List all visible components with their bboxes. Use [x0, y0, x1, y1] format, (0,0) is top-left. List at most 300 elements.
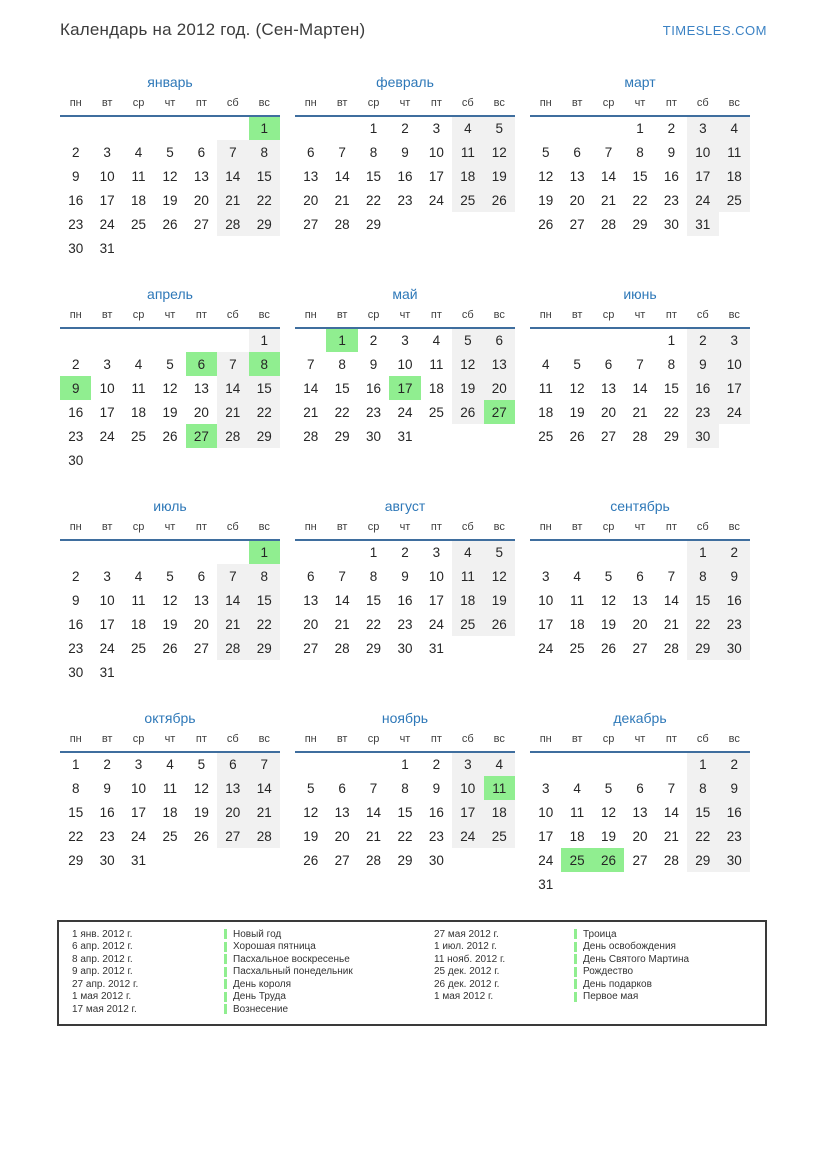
weekday-header: пт: [186, 733, 217, 752]
day-cell: 23: [687, 400, 718, 424]
legend-holiday-name: [224, 941, 316, 952]
day-cell: 13: [484, 352, 515, 376]
day-cell: 18: [719, 164, 750, 188]
day-cell: 14: [632, 380, 648, 396]
day-cell: 23: [397, 192, 413, 208]
weekday-header: вт: [91, 733, 122, 752]
empty-cell: [484, 848, 515, 872]
day-cell: 24: [452, 824, 483, 848]
day-cell: 24: [719, 400, 750, 424]
empty-cell: [452, 636, 483, 660]
month-table: [530, 521, 750, 660]
day-cell: 31: [428, 640, 444, 656]
legend-date: 27 мая 2012 г.: [434, 928, 499, 940]
day-cell: 13: [569, 168, 585, 184]
day-cell: 19: [303, 828, 319, 844]
weekday-header: сб: [452, 521, 483, 540]
day-cell: 15: [249, 588, 280, 612]
day-cell: 18: [538, 404, 554, 420]
day-cell: 18: [569, 616, 585, 632]
day-cell: 20: [303, 192, 319, 208]
legend-item: [434, 928, 765, 941]
day-cell: 14: [303, 380, 319, 396]
empty-cell: [421, 212, 452, 236]
weekday-header: ср: [123, 521, 154, 540]
day-cell: 26: [162, 216, 178, 232]
day-cell: 23: [719, 824, 750, 848]
empty-cell: [687, 872, 718, 896]
day-cell: 30: [428, 852, 444, 868]
empty-cell: [249, 848, 280, 872]
empty-cell: [624, 752, 655, 776]
day-cell: 10: [99, 168, 115, 184]
legend-holiday-label: Пасхальное воскресенье: [233, 953, 350, 965]
day-cell: 3: [103, 568, 111, 584]
legend-holiday-name: [574, 954, 689, 965]
day-cell: 8: [667, 356, 676, 372]
day-cell: 8: [636, 144, 644, 160]
weekday-header: пн: [295, 97, 326, 116]
day-cell: 7: [306, 356, 315, 372]
day-cell: 30: [68, 664, 84, 680]
day-cell: 19: [193, 804, 209, 820]
empty-cell: [186, 116, 217, 140]
day-cell: 29: [249, 636, 280, 660]
day-cell: 5: [452, 328, 483, 352]
weekday-header: вт: [561, 521, 592, 540]
month-block-october: [60, 708, 280, 920]
legend-holiday-label: День освобождения: [583, 941, 676, 953]
day-cell: 10: [131, 780, 147, 796]
day-cell: 8: [369, 568, 378, 584]
weekday-header: ср: [593, 309, 624, 328]
empty-cell: [186, 328, 217, 352]
day-cell: 2: [719, 540, 750, 564]
legend-holiday-name: [224, 979, 291, 990]
empty-cell: [326, 540, 357, 564]
day-cell: 4: [719, 116, 750, 140]
day-cell: 13: [193, 592, 209, 608]
day-cell: 24: [397, 404, 413, 420]
site-link[interactable]: TIMESLES.COM: [662, 23, 767, 38]
weekday-header: вс: [484, 733, 515, 752]
day-cell: 5: [166, 356, 174, 372]
day-cell: 14: [334, 592, 350, 608]
empty-cell: [624, 328, 655, 352]
day-cell: 3: [401, 333, 409, 348]
day-cell: 9: [401, 144, 409, 160]
month-block-june: [530, 284, 750, 496]
legend-item: [72, 928, 434, 941]
empty-cell: [593, 116, 624, 140]
empty-cell: [91, 116, 122, 140]
day-cell: 2: [719, 752, 750, 776]
day-cell: 28: [366, 852, 382, 868]
weekday-header: чт: [154, 97, 185, 116]
month-table: [295, 733, 515, 872]
legend-date: 1 янв. 2012 г.: [72, 928, 133, 940]
day-cell: 16: [68, 616, 84, 632]
day-cell: 25: [561, 848, 592, 872]
day-cell: 31: [397, 428, 413, 444]
legend-item: [72, 991, 434, 1004]
month-block-december: [530, 708, 750, 920]
day-cell: 24: [687, 188, 718, 212]
weekday-header: вс: [719, 521, 750, 540]
legend-item: [434, 953, 765, 966]
weekday-header: вс: [249, 521, 280, 540]
day-cell: 27: [193, 640, 209, 656]
day-cell: 10: [99, 592, 115, 608]
day-cell: 21: [663, 828, 679, 844]
day-cell: 10: [538, 592, 554, 608]
day-cell: 28: [334, 640, 350, 656]
legend-date: 8 апр. 2012 г.: [72, 953, 133, 965]
day-cell: 13: [217, 776, 248, 800]
weekday-header: ср: [123, 97, 154, 116]
day-cell: 22: [366, 192, 382, 208]
page-title: Календарь на 2012 год. (Сен-Мартен): [60, 20, 366, 39]
day-cell: 29: [249, 212, 280, 236]
day-cell: 3: [134, 757, 143, 772]
empty-cell: [561, 752, 592, 776]
legend-holiday-label: Новый год: [233, 928, 282, 940]
month-title: апрель: [147, 286, 193, 302]
weekday-header: пт: [656, 521, 687, 540]
day-cell: 22: [249, 188, 280, 212]
day-cell: 4: [452, 116, 483, 140]
day-cell: 10: [538, 804, 554, 820]
weekday-header: вс: [249, 733, 280, 752]
day-cell: 2: [667, 121, 676, 136]
day-cell: 25: [131, 428, 147, 444]
weekday-header: ср: [358, 733, 389, 752]
weekday-header: ср: [123, 309, 154, 328]
day-cell: 2: [401, 121, 409, 136]
day-cell: 29: [366, 216, 382, 232]
day-cell: 1: [249, 540, 280, 564]
weekday-header: чт: [154, 733, 185, 752]
weekday-header: вт: [91, 521, 122, 540]
day-cell: 31: [99, 240, 115, 256]
day-cell: 7: [369, 780, 378, 796]
weekday-header: чт: [624, 521, 655, 540]
day-cell: 6: [636, 780, 644, 796]
day-cell: 19: [601, 616, 617, 632]
month-block-january: [60, 72, 280, 284]
empty-cell: [624, 540, 655, 564]
day-cell: 3: [432, 545, 441, 560]
day-cell: 17: [719, 376, 750, 400]
day-cell: 24: [99, 640, 115, 656]
day-cell: 5: [166, 568, 174, 584]
legend-column-left: [72, 928, 434, 1016]
day-cell: 28: [217, 636, 248, 660]
legend-holiday-name: [574, 991, 638, 1002]
weekday-header: вс: [249, 97, 280, 116]
weekday-header: вт: [326, 97, 357, 116]
weekday-header: вт: [561, 97, 592, 116]
day-cell: 15: [687, 800, 718, 824]
day-cell: 7: [217, 564, 248, 588]
day-cell: 5: [604, 568, 613, 584]
month-block-may: [295, 284, 515, 496]
day-cell: 24: [99, 216, 115, 232]
weekday-header: вт: [326, 309, 357, 328]
empty-cell: [123, 660, 154, 684]
weekday-header: чт: [389, 97, 420, 116]
day-cell: 18: [484, 800, 515, 824]
legend-item: [72, 941, 434, 954]
weekday-header: сб: [687, 309, 718, 328]
empty-cell: [154, 236, 185, 260]
empty-cell: [530, 752, 561, 776]
month-block-september: [530, 496, 750, 708]
day-cell: 29: [68, 852, 84, 868]
holiday-marker-icon: [224, 992, 227, 1002]
day-cell: 5: [166, 144, 174, 160]
day-cell: 9: [432, 780, 441, 796]
day-cell: 21: [601, 192, 617, 208]
day-cell: 14: [366, 804, 382, 820]
day-cell: 13: [632, 804, 648, 820]
month-table: [60, 97, 280, 260]
day-cell: 28: [249, 824, 280, 848]
day-cell: 31: [538, 876, 554, 892]
day-cell: 1: [71, 757, 80, 772]
day-cell: 2: [432, 757, 441, 772]
day-cell: 13: [601, 380, 617, 396]
day-cell: 25: [452, 612, 483, 636]
weekday-header: чт: [624, 97, 655, 116]
day-cell: 12: [484, 564, 515, 588]
day-cell: 18: [131, 616, 147, 632]
weekday-header: вс: [484, 521, 515, 540]
weekday-header: вт: [91, 309, 122, 328]
weekday-header: сб: [217, 733, 248, 752]
day-cell: 30: [687, 424, 718, 448]
weekday-header: вс: [719, 733, 750, 752]
day-cell: 19: [452, 376, 483, 400]
legend-date: 9 апр. 2012 г.: [72, 966, 133, 978]
day-cell: 29: [663, 428, 679, 444]
day-cell: 27: [632, 640, 648, 656]
day-cell: 26: [303, 852, 319, 868]
weekday-header: ср: [123, 733, 154, 752]
day-cell: 6: [484, 328, 515, 352]
weekday-header: пт: [421, 733, 452, 752]
day-cell: 25: [484, 824, 515, 848]
empty-cell: [593, 752, 624, 776]
day-cell: 9: [401, 568, 409, 584]
day-cell: 3: [687, 116, 718, 140]
weekday-header: сб: [452, 309, 483, 328]
day-cell: 12: [484, 140, 515, 164]
day-cell: 3: [103, 144, 111, 160]
day-cell: 26: [162, 428, 178, 444]
day-cell: 27: [303, 640, 319, 656]
month-title: декабрь: [613, 710, 667, 726]
legend-column-right: [434, 928, 765, 1003]
day-cell: 1: [687, 752, 718, 776]
day-cell: 27: [186, 424, 217, 448]
day-cell: 20: [334, 828, 350, 844]
legend-item: [434, 941, 765, 954]
day-cell: 7: [338, 144, 346, 160]
empty-cell: [186, 848, 217, 872]
day-cell: 12: [601, 592, 617, 608]
day-cell: 9: [667, 144, 676, 160]
day-cell: 17: [131, 804, 147, 820]
day-cell: 21: [334, 192, 350, 208]
day-cell: 12: [601, 804, 617, 820]
day-cell: 11: [452, 564, 483, 588]
day-cell: 18: [452, 588, 483, 612]
day-cell: 16: [68, 404, 84, 420]
weekday-header: вт: [326, 521, 357, 540]
day-cell: 17: [389, 376, 420, 400]
day-cell: 2: [71, 144, 80, 160]
day-cell: 18: [162, 804, 178, 820]
legend-item: [434, 966, 765, 979]
holiday-marker-icon: [224, 942, 227, 952]
empty-cell: [154, 116, 185, 140]
day-cell: 19: [484, 588, 515, 612]
day-cell: 28: [217, 212, 248, 236]
empty-cell: [326, 752, 357, 776]
weekday-header: пт: [186, 309, 217, 328]
day-cell: 28: [601, 216, 617, 232]
day-cell: 21: [217, 400, 248, 424]
empty-cell: [91, 328, 122, 352]
day-cell: 13: [193, 380, 209, 396]
day-cell: 11: [131, 592, 146, 608]
day-cell: 27: [303, 216, 319, 232]
day-cell: 16: [397, 168, 413, 184]
day-cell: 15: [334, 380, 350, 396]
day-cell: 4: [541, 356, 550, 372]
day-cell: 15: [249, 164, 280, 188]
day-cell: 3: [432, 121, 441, 136]
empty-cell: [186, 236, 217, 260]
empty-cell: [249, 448, 280, 472]
day-cell: 28: [663, 640, 679, 656]
day-cell: 26: [538, 216, 554, 232]
day-cell: 30: [99, 852, 115, 868]
day-cell: 12: [538, 168, 554, 184]
day-cell: 6: [197, 568, 206, 584]
day-cell: 21: [366, 828, 382, 844]
day-cell: 8: [249, 140, 280, 164]
day-cell: 18: [131, 404, 147, 420]
day-cell: 18: [131, 192, 147, 208]
day-cell: 12: [162, 380, 178, 396]
weekday-header: пт: [186, 97, 217, 116]
day-cell: 28: [217, 424, 248, 448]
day-cell: 20: [303, 616, 319, 632]
month-table: [295, 97, 515, 236]
day-cell: 17: [538, 616, 554, 632]
day-cell: 14: [663, 804, 679, 820]
month-table: [60, 521, 280, 684]
day-cell: 16: [397, 592, 413, 608]
legend-holiday-name: [574, 979, 652, 990]
months-grid: [60, 72, 827, 920]
holiday-marker-icon: [574, 979, 577, 989]
day-cell: 11: [484, 776, 515, 800]
weekday-header: пн: [530, 733, 561, 752]
month-table: [60, 733, 280, 872]
legend-date: 27 апр. 2012 г.: [72, 978, 139, 990]
day-cell: 24: [428, 192, 444, 208]
day-cell: 5: [573, 356, 581, 372]
month-block-august: [295, 496, 515, 708]
day-cell: 28: [632, 428, 648, 444]
weekday-header: пт: [656, 309, 687, 328]
legend-date: 17 мая 2012 г.: [72, 1003, 137, 1015]
day-cell: 15: [68, 804, 84, 820]
weekday-header: вт: [326, 733, 357, 752]
empty-cell: [154, 540, 185, 564]
weekday-header: вс: [719, 97, 750, 116]
month-table: [530, 97, 750, 236]
empty-cell: [186, 540, 217, 564]
legend-holiday-label: Хорошая пятница: [233, 941, 316, 953]
day-cell: 20: [193, 404, 209, 420]
day-cell: 4: [452, 540, 483, 564]
legend-item: [72, 978, 434, 991]
day-cell: 4: [166, 757, 174, 772]
weekday-header: вт: [561, 733, 592, 752]
day-cell: 16: [663, 168, 679, 184]
day-cell: 17: [538, 828, 554, 844]
weekday-header: чт: [624, 733, 655, 752]
day-cell: 21: [217, 188, 248, 212]
empty-cell: [217, 236, 248, 260]
day-cell: 26: [193, 828, 209, 844]
day-cell: 12: [303, 804, 319, 820]
day-cell: 2: [71, 356, 80, 372]
empty-cell: [123, 116, 154, 140]
legend-item: [72, 966, 434, 979]
empty-cell: [154, 660, 185, 684]
day-cell: 1: [369, 545, 378, 560]
day-cell: 10: [428, 568, 444, 584]
day-cell: 27: [484, 400, 515, 424]
weekday-header: пт: [656, 733, 687, 752]
day-cell: 5: [541, 144, 550, 160]
day-cell: 14: [334, 168, 350, 184]
day-cell: 6: [306, 568, 315, 584]
day-cell: 8: [338, 356, 346, 372]
day-cell: 14: [601, 168, 617, 184]
day-cell: 16: [428, 804, 444, 820]
day-cell: 7: [667, 568, 676, 584]
day-cell: 26: [601, 640, 617, 656]
day-cell: 23: [366, 404, 382, 420]
day-cell: 29: [632, 216, 648, 232]
day-cell: 15: [249, 376, 280, 400]
day-cell: 10: [452, 776, 483, 800]
day-cell: 3: [541, 568, 550, 584]
day-cell: 29: [249, 424, 280, 448]
empty-cell: [484, 424, 515, 448]
month-title: май: [392, 286, 418, 302]
day-cell: 15: [687, 588, 718, 612]
weekday-header: пт: [421, 309, 452, 328]
day-cell: 25: [452, 188, 483, 212]
day-cell: 16: [366, 380, 382, 396]
